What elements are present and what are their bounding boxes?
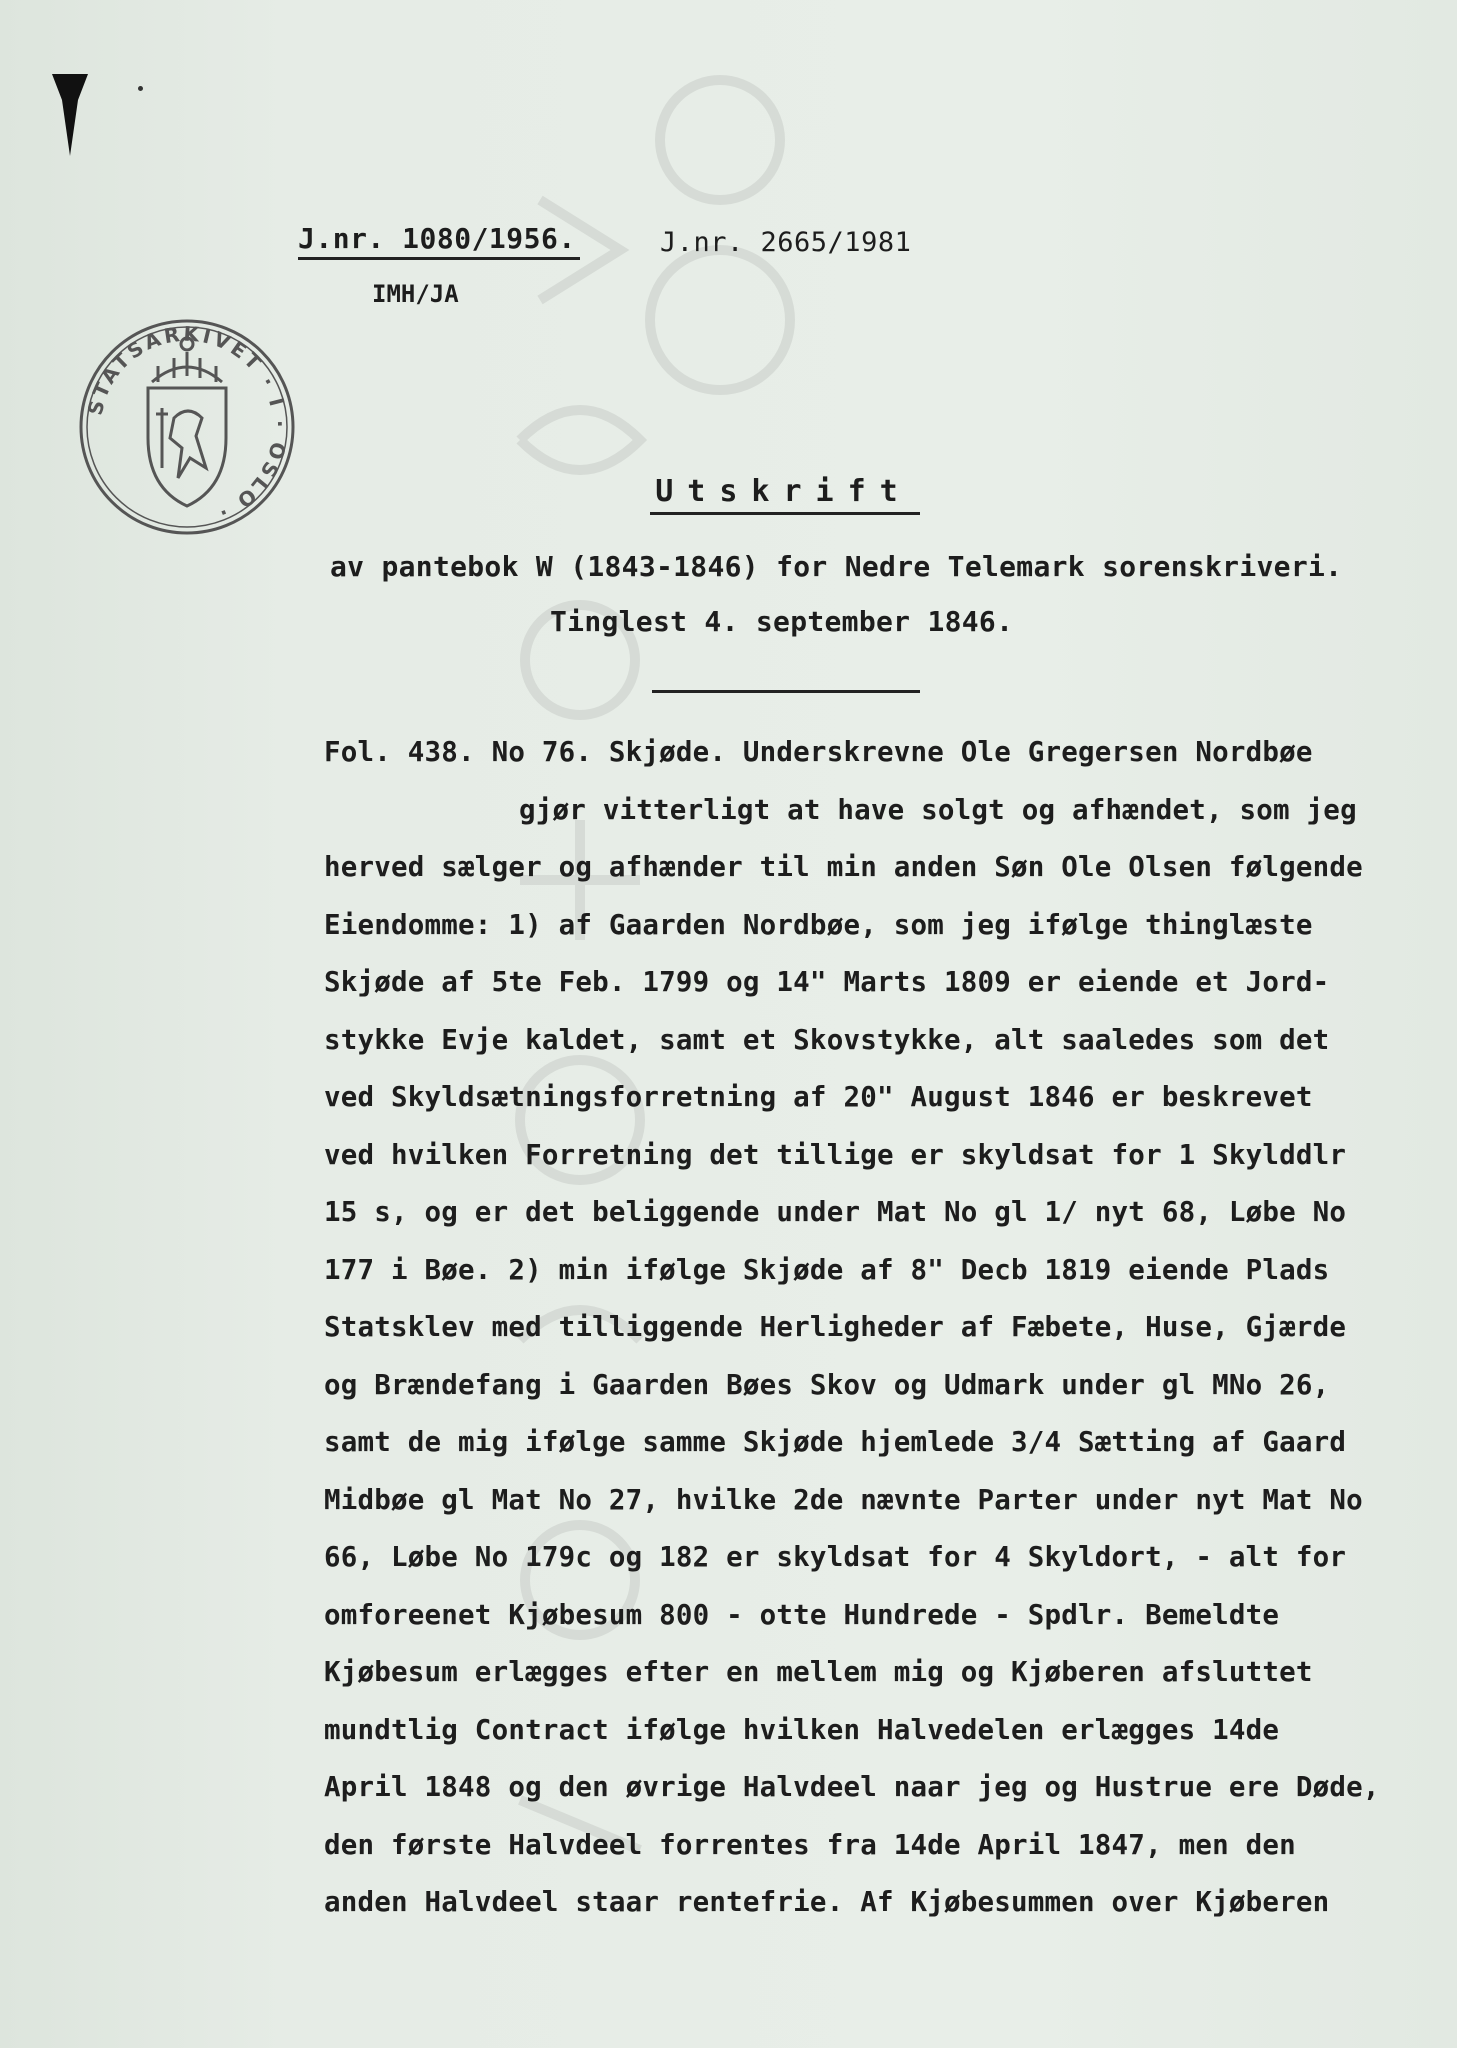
title-underline	[650, 512, 920, 515]
body-line: Fol. 438. No 76. Skjøde. Underskrevne Ole Gregersen Nordbøe	[324, 736, 1313, 768]
body-line: stykke Evje kaldet, samt et Skovstykke, alt saaledes som det	[324, 1023, 1330, 1056]
body-line: ved Skyldsætningsforretning af 20" August 1846 er beskrevet	[324, 1081, 1313, 1113]
document-subtitle: av pantebok W (1843-1846) for Nedre Telemark sorenskriveri.	[330, 550, 1343, 583]
body-line: 66, Løbe No 179c og 182 er skyldsat for 4 Skyldort, - alt for	[324, 1541, 1347, 1573]
body-line: gjør vitterligt at have solgt og afhændet, som jeg	[519, 793, 1357, 826]
document-body	[324, 737, 1434, 1945]
body-line: Skjøde af 5te Feb. 1799 og 14" Marts 1809 er eiende et Jord-	[324, 966, 1330, 998]
journal-number-underline	[298, 257, 580, 260]
body-line: Midbøe gl Mat No 27, hvilke 2de nævnte Parter under nyt Mat No	[324, 1483, 1363, 1516]
body-line: omforeenet Kjøbesum 800 - otte Hundrede - Spdlr. Bemeldte	[324, 1598, 1280, 1631]
body-line: den første Halvdeel forrentes fra 14de April 1847, men den	[324, 1828, 1296, 1861]
body-line: ved hvilken Forretning det tillige er skyldsat for 1 Skylddlr	[324, 1138, 1347, 1171]
body-line: samt de mig ifølge samme Skjøde hjemlede 3/4 Sætting af Gaard	[324, 1426, 1347, 1458]
registration-date: Tinglest 4. september 1846.	[550, 605, 1014, 638]
document-title: Utskrift	[655, 474, 912, 509]
corner-mark-icon	[48, 70, 92, 160]
body-line: anden Halvdeel staar rentefrie. Af Kjøbesummen over Kjøberen	[324, 1886, 1330, 1918]
body-line: mundtlig Contract ifølge hvilken Halvedelen erlægges 14de	[324, 1713, 1280, 1746]
body-line: 177 i Bøe. 2) min ifølge Skjøde af 8" Decb 1819 eiende Plads	[324, 1253, 1330, 1286]
body-line: April 1848 og den øvrige Halvdeel naar jeg og Hustrue ere Døde,	[324, 1771, 1380, 1803]
body-line: og Brændefang i Gaarden Bøes Skov og Udmark under gl MNo 26,	[324, 1368, 1330, 1401]
corner-dot	[138, 86, 143, 91]
journal-number-1956: J.nr. 1080/1956.	[298, 222, 576, 255]
svg-text:STATSARKIVET · I · OSLO ·: STATSARKIVET · I · OSLO ·	[82, 321, 293, 527]
reference-initials: IMH/JA	[372, 280, 459, 308]
journal-number-1981: J.nr. 2665/1981	[660, 227, 912, 258]
body-line: 15 s, og er det beliggende under Mat No gl 1/ nyt 68, Løbe No	[324, 1196, 1347, 1228]
body-line: Eiendomme: 1) af Gaarden Nordbøe, som jeg ifølge thinglæste	[324, 908, 1313, 941]
body-line: Statsklev med tilliggende Herligheder af Fæbete, Huse, Gjærde	[324, 1311, 1347, 1343]
separator-line	[652, 690, 920, 693]
body-line: herved sælger og afhænder til min anden Søn Ole Olsen følgende	[324, 851, 1363, 883]
body-line: Kjøbesum erlægges efter en mellem mig og Kjøberen afsluttet	[324, 1656, 1313, 1688]
